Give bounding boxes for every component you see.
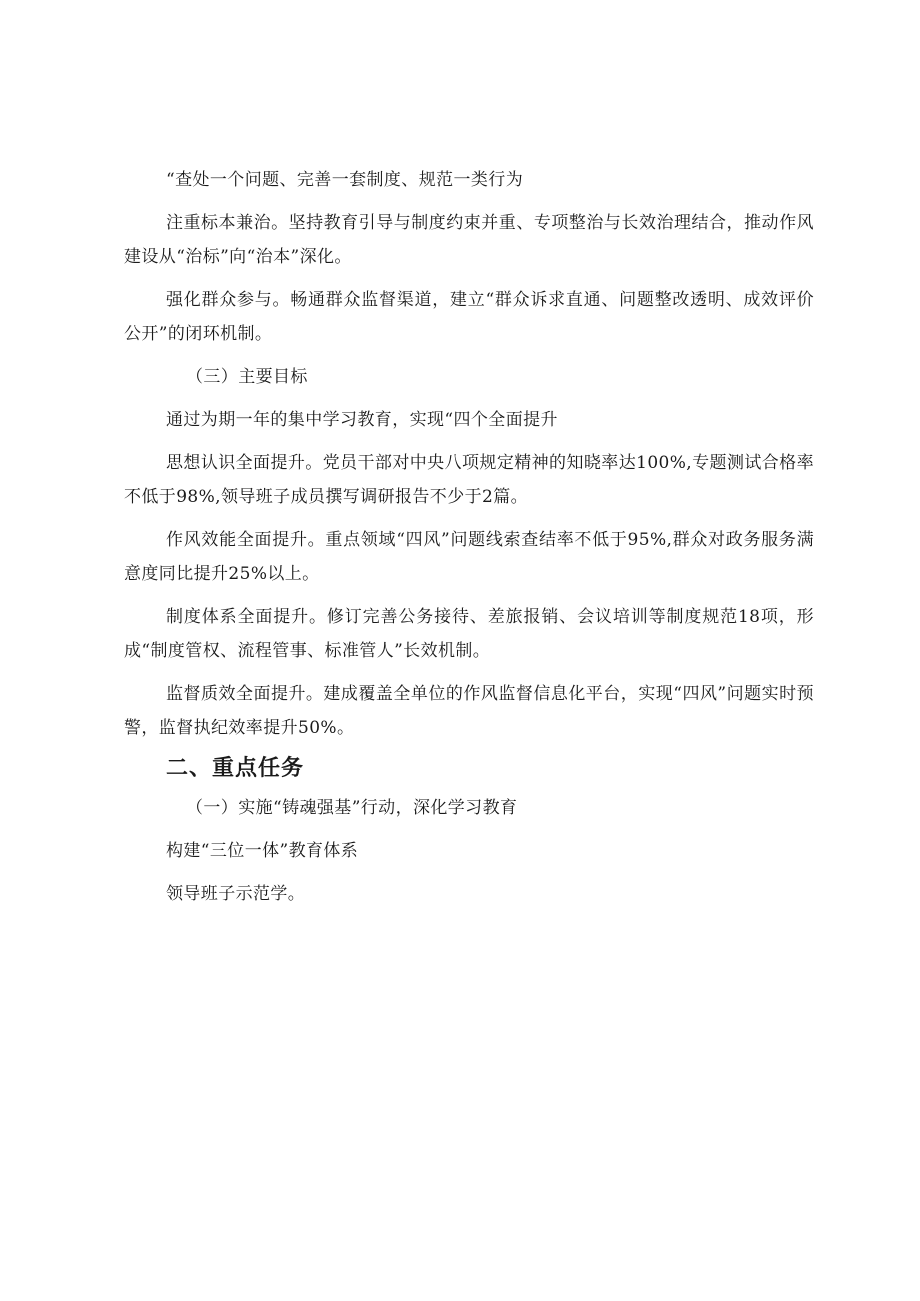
paragraph-leadership-study: 领导班子示范学。 xyxy=(166,884,306,904)
paragraph-public-participation: 强化群众参与。畅通群众监督渠道，建立“群众诉求直通、问题整改透明、成效评价公开”的闭环机制。 xyxy=(124,290,814,344)
paragraph-principle-line: “查处一个问题、完善一套制度、规范一类行为 xyxy=(166,170,524,190)
document-body xyxy=(124,163,814,911)
heading-key-tasks: 二、重点任务 xyxy=(166,756,305,781)
subsection-title-action: （一）实施“铸魂强基”行动，深化学习教育 xyxy=(186,798,518,818)
paragraph-thought-improvement: 思想认识全面提升。党员干部对中央八项规定精神的知晓率达100%,专题测试合格率不低于98%,领导班子成员撰写调研报告不少于2篇。 xyxy=(124,453,814,507)
paragraph-efficiency-improvement: 作风效能全面提升。重点领域“四风”问题线索查结率不低于95%,群众对政务服务满意度同比提升25%以上。 xyxy=(124,530,814,584)
paragraph-education-system: 构建“三位一体”教育体系 xyxy=(166,841,359,861)
paragraph-goals-intro: 通过为期一年的集中学习教育，实现“四个全面提升 xyxy=(166,410,558,430)
paragraph-standard-and-root: 注重标本兼治。坚持教育引导与制度约束并重、专项整治与长效治理结合，推动作风建设从“治标”向“治本”深化。 xyxy=(124,213,814,267)
section-title-main-goals: （三）主要目标 xyxy=(186,367,308,387)
paragraph-system-improvement: 制度体系全面提升。修订完善公务接待、差旅报销、会议培训等制度规范18项，形成“制度管权、流程管事、标准管人”长效机制。 xyxy=(124,607,814,661)
paragraph-supervision-improvement: 监督质效全面提升。建成覆盖全单位的作风监督信息化平台，实现“四风”问题实时预警，监督执纪效率提升50%。 xyxy=(124,684,814,738)
